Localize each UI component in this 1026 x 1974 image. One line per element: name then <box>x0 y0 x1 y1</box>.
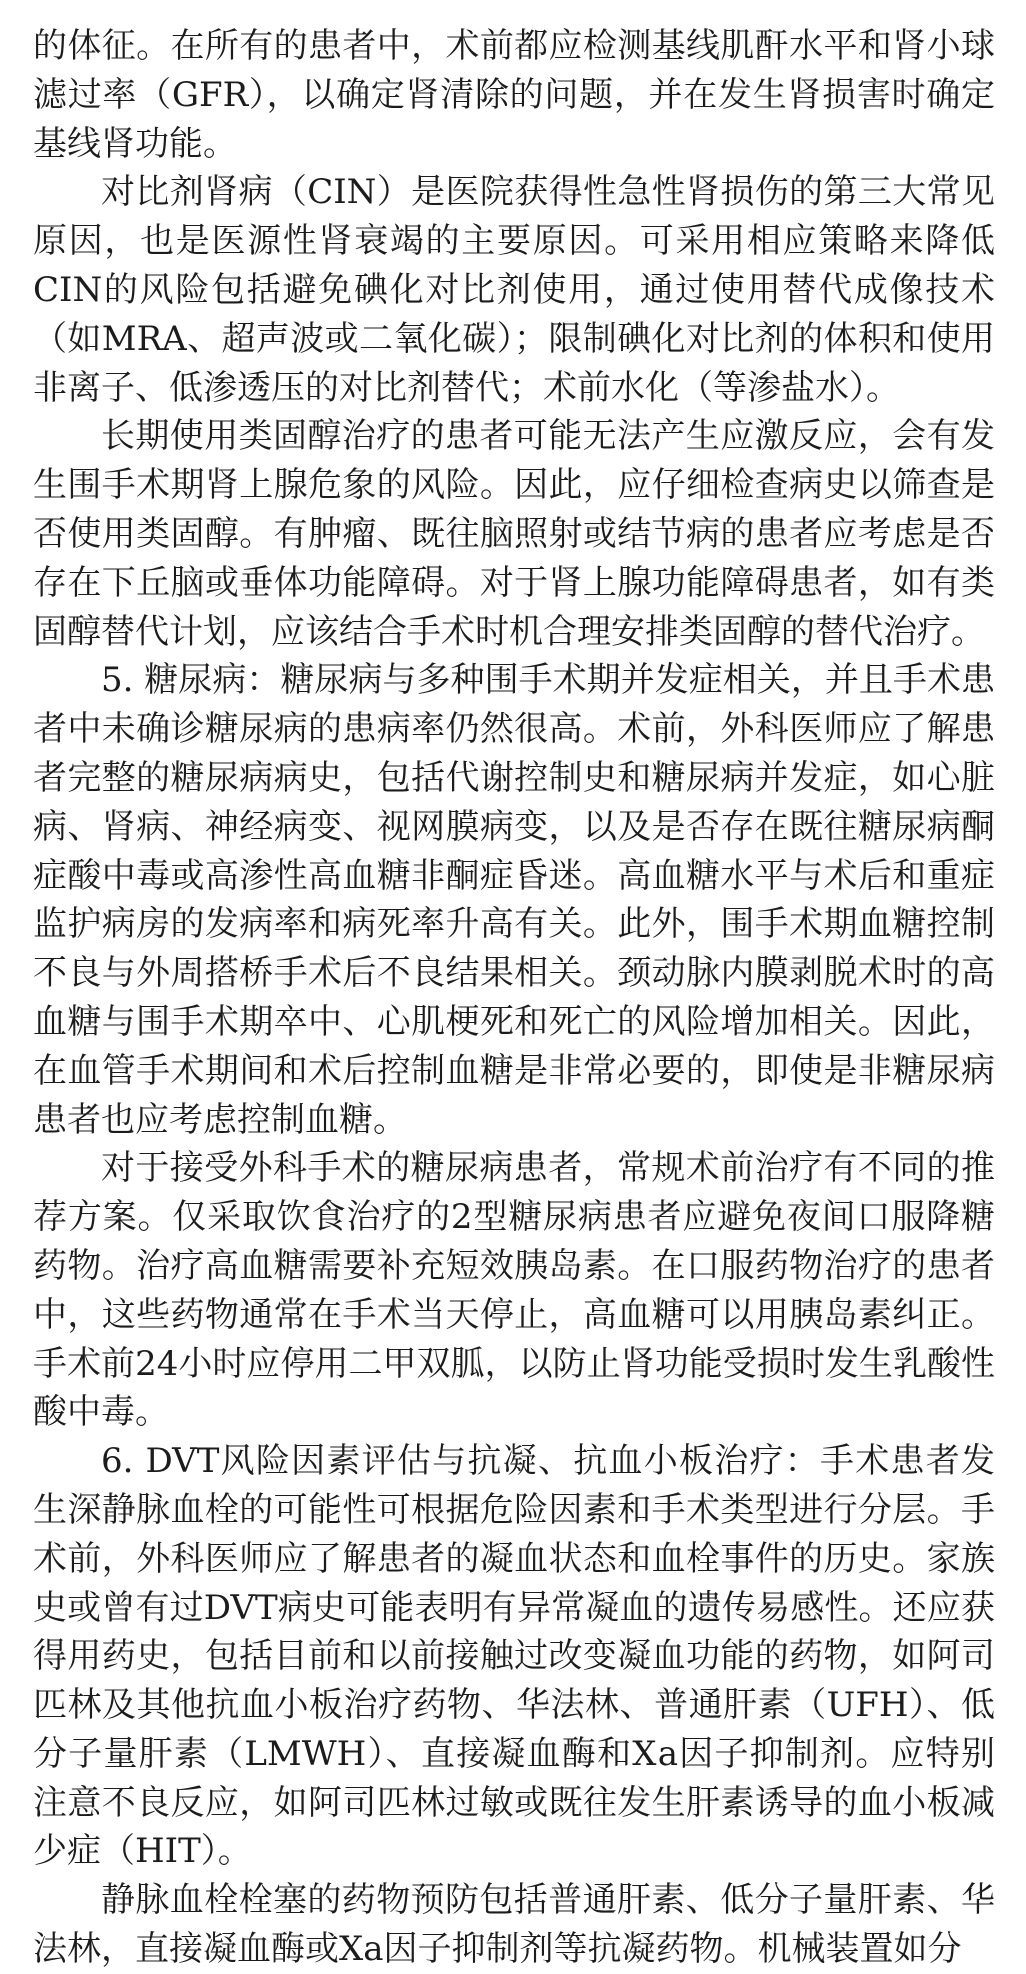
paragraph-vte-prophylaxis: 静脉血栓栓塞的药物预防包括普通肝素、低分子量肝素、华法林，直接凝血酶或Ⅹa因子抑制剂等抗凝药物。机械装置如分 <box>33 1880 995 1970</box>
paragraph-diabetes-treatment: 对于接受外科手术的糖尿病患者，常规术前治疗有不同的推荐方案。仅采取饮食治疗的2型糖尿病患者应避免夜间口服降糖药物。治疗高血糖需要补充短效胰岛素。在口服药物治疗的患者中，这些药物通常在手术当天停止，高血糖可以用胰岛素纠正。手术前24小时应停用二甲双胍，以防止肾功能受损时发生乳酸性酸中毒。 <box>33 1148 995 1433</box>
paragraph-steroid-adrenal-crisis: 长期使用类固醇治疗的患者可能无法产生应激反应，会有发生围手术期肾上腺危象的风险。因此，应仔细检查病史以筛查是否使用类固醇。有肿瘤、既往脑照射或结节病的患者应考虑是否存在下丘脑或垂体功能障碍。对于肾上腺功能障碍患者，如有类固醇替代计划，应该结合手术时机合理安排类固醇的替代治疗。 <box>33 416 995 652</box>
paragraph-dvt-risk: 6. DVT风险因素评估与抗凝、抗血小板治疗：手术患者发生深静脉血栓的可能性可根据危险因素和手术类型进行分层。手术前，外科医师应了解患者的凝血状态和血栓事件的历史。家族史或曾有过DVT病史可能表明有异常凝血的遗传易感性。还应获得用药史，包括目前和以前接触过改变凝血功能的药物，如阿司匹林及其他抗血小板治疗药物、华法林、普通肝素（UFH）、低分子量肝素（LMWH）、直接凝血酶和Ⅹa因子抑制剂。应特别注意不良反应，如阿司匹林过敏或既往发生肝素诱导的血小板减少症（HIT）。 <box>33 1441 995 1872</box>
paragraph-contrast-nephropathy: 对比剂肾病（CIN）是医院获得性急性肾损伤的第三大常见原因，也是医源性肾衰竭的主要原因。可采用相应策略来降低CIN的风险包括避免碘化对比剂使用，通过使用替代成像技术（如MRA、超声波或二氧化碳）；限制碘化对比剂的体积和使用非离子、低渗透压的对比剂替代；术前水化（等渗盐水）。 <box>33 172 995 408</box>
document-page <box>33 22 995 1974</box>
paragraph-diabetes: 5. 糖尿病：糖尿病与多种围手术期并发症相关，并且手术患者中未确诊糖尿病的患病率仍然很高。术前，外科医师应了解患者完整的糖尿病病史，包括代谢控制史和糖尿病并发症，如心脏病、肾病、神经病变、视网膜病变，以及是否存在既往糖尿病酮症酸中毒或高渗性高血糖非酮症昏迷。高血糖水平与术后和重症监护病房的发病率和病死率升高有关。此外，围手术期血糖控制不良与外周搭桥手术后不良结果相关。颈动脉内膜剥脱术时的高血糖与围手术期卒中、心肌梗死和死亡的风险增加相关。因此，在血管手术期间和术后控制血糖是非常必要的，即使是非糖尿病患者也应考虑控制血糖。 <box>33 660 995 1140</box>
paragraph-baseline-renal-function: 的体征。在所有的患者中，术前都应检测基线肌酐水平和肾小球滤过率（GFR），以确定肾清除的问题，并在发生肾损害时确定基线肾功能。 <box>33 26 995 164</box>
